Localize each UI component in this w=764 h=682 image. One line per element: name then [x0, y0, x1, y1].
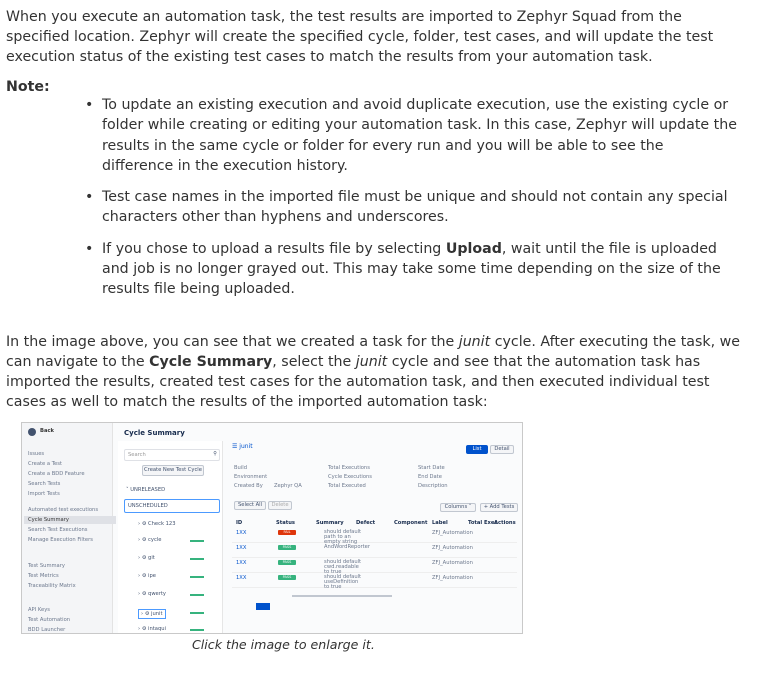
- note-text: Test case names in the imported file must be unique and should not contain any special characters other than hyphens and underscores.: [102, 189, 728, 226]
- start-date-label: Start Date: [418, 465, 445, 471]
- sidebar-item-cycle-summary[interactable]: Cycle Summary: [24, 516, 116, 524]
- summary-paragraph: [6, 332, 746, 412]
- created-by-label: Created By: [234, 483, 263, 489]
- text-run: In the image above, you can see that we created a task for the: [6, 334, 459, 350]
- unscheduled-group[interactable]: [124, 499, 220, 513]
- group-label: UNSCHEDULED: [128, 503, 168, 509]
- note-item: [88, 239, 738, 300]
- cycle-progress-bar: [190, 540, 204, 542]
- cycle-progress-bar: [190, 558, 204, 560]
- table-row[interactable]: [232, 573, 517, 588]
- table-header-cell[interactable]: Component: [394, 520, 428, 526]
- cycle-tree-item[interactable]: › ⚙ qwerty: [138, 591, 166, 597]
- note-item: [88, 95, 738, 176]
- sidebar-item[interactable]: API Keys: [28, 607, 50, 613]
- cycle-summary-title: Cycle Summary: [124, 429, 185, 437]
- list-view-button[interactable]: List: [466, 445, 488, 454]
- total-executed-label: Total Executed: [328, 483, 366, 489]
- end-date-label: End Date: [418, 474, 442, 480]
- sidebar-item[interactable]: Test Metrics: [28, 573, 59, 579]
- row-label: ZFJ_Automation: [432, 560, 473, 566]
- sidebar-item[interactable]: Create a Test: [28, 461, 62, 467]
- status-badge[interactable]: FAIL: [278, 530, 296, 535]
- note-label: Note:: [6, 79, 50, 95]
- search-placeholder: Search: [128, 452, 146, 458]
- row-label: ZFJ_Automation: [432, 530, 473, 536]
- cycle-summary-term: Cycle Summary: [149, 354, 273, 370]
- sidebar-item[interactable]: Test Automation: [28, 617, 71, 623]
- creator-value: Zephyr QA: [274, 483, 302, 489]
- sidebar-item[interactable]: Test Summary: [28, 563, 65, 569]
- back-link[interactable]: Back: [40, 428, 54, 434]
- create-cycle-button[interactable]: Create New Test Cycle: [142, 465, 204, 476]
- columns-button[interactable]: Columns ˅: [440, 503, 476, 512]
- status-badge[interactable]: PASS: [278, 560, 296, 565]
- junit-term: junit: [458, 334, 491, 350]
- back-icon[interactable]: [28, 428, 36, 436]
- row-id: 1XX: [236, 530, 247, 536]
- build-label: Build: [234, 465, 248, 471]
- row-summary: AndWordReporter: [324, 544, 370, 550]
- environment-label: Environment: [234, 474, 268, 480]
- cycle-progress-bar: [190, 576, 204, 578]
- intro-paragraph: When you execute an automation task, the test results are imported to Zephyr Squad from the specified location. Zephyr will create the specified cycle, folder, test cases, and will update the test execution status of the existing test cases to match the results from your automation task.: [6, 9, 714, 65]
- table-row[interactable]: [232, 543, 517, 558]
- search-icon: ⚲: [213, 451, 217, 457]
- junit-term: junit: [355, 354, 388, 370]
- text-run: cycle and see that the automation task has imported the results, created test cases for the automation task, and then executed individual test cases as well to match the results of the imported automation task:: [6, 354, 710, 410]
- table-header-cell[interactable]: Total Exec: [468, 520, 498, 526]
- sidebar-item[interactable]: Issues: [28, 451, 45, 457]
- sidebar-item[interactable]: Import Tests: [28, 491, 60, 497]
- table-header-cell[interactable]: Summary: [316, 520, 344, 526]
- status-badge[interactable]: PASS: [278, 575, 296, 580]
- cycle-executions-label: Cycle Executions: [328, 474, 372, 480]
- note-text: To update an existing execution and avoid duplicate execution, use the existing cycle or folder while creating or editing your automation task. In this case, Zephyr will update the results in the same cycle or folder for every run and you will be able to see the difference in the execution history.: [102, 97, 737, 174]
- unreleased-group[interactable]: ˅ UNRELEASED: [126, 487, 166, 493]
- cycle-search-input[interactable]: [124, 449, 220, 461]
- cycle-heading-text: junit: [239, 443, 253, 450]
- select-all-button[interactable]: Select All: [234, 501, 266, 510]
- cycle-heading: ☰ junit: [232, 443, 253, 450]
- cycle-progress-bar: [190, 594, 204, 596]
- row-id: 1XX: [236, 575, 247, 581]
- sidebar-item[interactable]: Manage Execution Filters: [28, 537, 93, 543]
- sidebar-item[interactable]: Search Tests: [28, 481, 61, 487]
- horizontal-scrollbar[interactable]: [292, 595, 392, 597]
- cycle-progress-bar: [190, 612, 204, 614]
- table-header-cell[interactable]: Status: [276, 520, 295, 526]
- text-run: cycle. After executing the task, we can navigate to the: [6, 334, 740, 370]
- note-text: If you chose to upload a results file by selecting: [102, 240, 446, 257]
- cycle-tree-item[interactable]: › ⚙ git: [138, 555, 155, 561]
- text-run: , select the: [272, 354, 356, 370]
- table-row[interactable]: [232, 528, 517, 543]
- cycle-summary-screenshot[interactable]: [21, 422, 523, 634]
- row-id: 1XX: [236, 545, 247, 551]
- row-summary: should default cwd.readable to true: [324, 559, 362, 575]
- row-id: 1XX: [236, 560, 247, 566]
- sidebar-item[interactable]: BDD Launcher: [28, 627, 66, 633]
- table-header-cell[interactable]: Actions: [494, 520, 516, 526]
- columns-label: Columns: [444, 504, 468, 510]
- sidebar-item[interactable]: Search Test Executions: [28, 527, 88, 533]
- image-caption: Click the image to enlarge it.: [192, 637, 375, 652]
- status-badge[interactable]: PASS: [278, 545, 296, 550]
- note-text: , wait until the file is uploaded and job is no longer grayed out. This may take some time depending on the size of the results file being uploaded.: [102, 240, 721, 298]
- table-header-cell[interactable]: Defect: [356, 520, 376, 526]
- note-item: [88, 187, 738, 228]
- description-label: Description: [418, 483, 448, 489]
- upload-term: Upload: [445, 240, 502, 257]
- total-executions-label: Total Executions: [328, 465, 370, 471]
- sidebar-item[interactable]: Traceability Matrix: [28, 583, 76, 589]
- cycle-tree-item[interactable]: › ⚙ junit: [138, 609, 166, 619]
- cycle-tree-item[interactable]: › ⚙ intaqui: [138, 626, 166, 632]
- group-label: UNRELEASED: [130, 487, 166, 493]
- cycle-tree-item[interactable]: › ⚙ Check 123: [138, 521, 176, 527]
- detail-view-button[interactable]: Detail: [490, 445, 514, 454]
- table-header-cell[interactable]: ID: [236, 520, 243, 526]
- sidebar-item[interactable]: Create a BDD Feature: [28, 471, 85, 477]
- sidebar-item[interactable]: Automated test executions: [28, 507, 99, 513]
- cycle-tree-item[interactable]: › ⚙ cycle: [138, 537, 162, 543]
- add-tests-button[interactable]: + Add Tests: [480, 503, 518, 512]
- row-summary: should default path to an empty string: [324, 529, 362, 545]
- row-label: ZFJ_Automation: [432, 575, 473, 581]
- row-summary: should default useDefinition to true: [324, 574, 362, 590]
- delete-button[interactable]: Delete: [268, 501, 292, 510]
- row-label: ZFJ_Automation: [432, 545, 473, 551]
- pagination-current[interactable]: [256, 603, 270, 610]
- table-header-cell[interactable]: Label: [432, 520, 448, 526]
- cycle-progress-bar: [190, 629, 204, 631]
- table-row[interactable]: [232, 558, 517, 573]
- cycle-tree-item[interactable]: › ⚙ ipe: [138, 573, 156, 579]
- notes-list: [88, 95, 738, 311]
